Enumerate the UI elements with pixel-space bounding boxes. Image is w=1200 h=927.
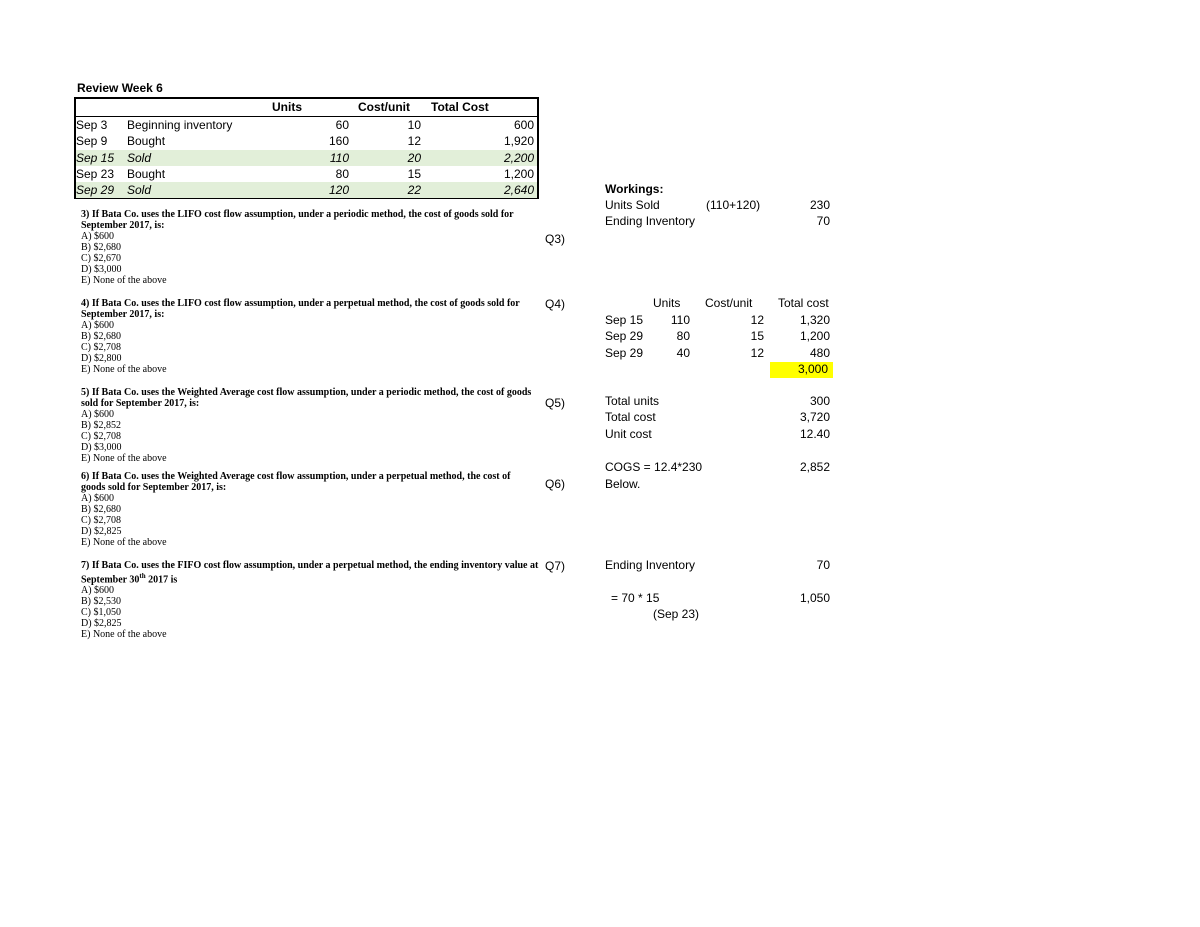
- total-units-value: 300: [809, 394, 830, 408]
- question-7: [81, 560, 538, 640]
- question-7-date: September 30: [81, 574, 140, 586]
- question-5-option-c: C) $2,708: [81, 431, 121, 442]
- q4-row-total-cost: 1,200: [799, 329, 830, 344]
- q7-ending-inventory-label: Ending Inventory: [605, 558, 696, 572]
- row-units: 60: [335, 118, 349, 132]
- q7-formula: = 70 * 15: [611, 591, 660, 605]
- q7-value: 1,050: [799, 591, 830, 605]
- unit-cost-value: 12.40: [799, 427, 830, 441]
- total-units-label: Total units: [605, 394, 660, 408]
- q4-row-cost-unit: 15: [750, 329, 764, 344]
- label-q3: Q3): [545, 232, 566, 246]
- header-units: Units: [272, 100, 302, 114]
- row-description: Beginning inventory: [127, 118, 233, 132]
- question-4: [81, 298, 520, 375]
- q4-row-total-cost: 1,320: [799, 313, 830, 327]
- question-4-stem-line1: 4) If Bata Co. uses the LIFO cost flow assumption, under a perpetual method, the cost of goods sold for: [81, 298, 520, 309]
- row-units: 160: [328, 134, 349, 149]
- ending-inventory-label: Ending Inventory: [605, 214, 696, 228]
- total-cost-label: Total cost: [605, 410, 656, 424]
- table-row: [76, 182, 537, 198]
- q7-date-note: (Sep 23): [653, 607, 700, 621]
- ending-inventory-value: 70: [816, 214, 830, 228]
- q4-row-date: Sep 15: [605, 313, 644, 327]
- q6-note: Below.: [605, 477, 641, 491]
- question-7-option-d: D) $2,825: [81, 618, 122, 630]
- row-total-cost: 600: [513, 118, 534, 132]
- row-date: Sep 15: [76, 150, 115, 165]
- question-6-option-c: C) $2,708: [81, 515, 121, 526]
- q4-row-cost-unit: 12: [750, 345, 764, 360]
- question-7-option-a: A) $600: [81, 585, 115, 597]
- row-cost-unit: 12: [407, 134, 421, 149]
- total-cost-value: 3,720: [799, 410, 830, 424]
- question-7-stem-line2: [81, 571, 538, 585]
- row-total-cost: 2,640: [503, 183, 534, 198]
- question-3-option-a: A) $600: [81, 231, 115, 242]
- row-total-cost: 1,920: [503, 134, 534, 149]
- question-5-option-d: D) $3,000: [81, 442, 122, 453]
- question-5: [81, 387, 531, 464]
- question-7-option-e: E) None of the above: [81, 629, 167, 641]
- question-5-option-b: B) $2,852: [81, 420, 121, 431]
- label-q4: Q4): [545, 297, 566, 311]
- unit-cost-label: Unit cost: [605, 427, 652, 441]
- question-3-option-d: D) $3,000: [81, 264, 122, 275]
- question-7-stem-line1: 7) If Bata Co. uses the FIFO cost flow assumption, under a perpetual method, the ending inventory value at: [81, 560, 539, 571]
- q4-row-cost-unit: 12: [750, 313, 764, 327]
- question-7-year: 2017 is: [145, 574, 178, 586]
- header-total-cost: Total Cost: [431, 100, 489, 114]
- q7-ending-inventory-value: 70: [816, 558, 830, 572]
- question-7-option-b: B) $2,530: [81, 596, 121, 608]
- question-6-option-b: B) $2,680: [81, 504, 121, 515]
- question-3-option-c: C) $2,670: [81, 253, 121, 264]
- units-sold-value: 230: [809, 198, 830, 212]
- row-units: 120: [328, 183, 349, 198]
- row-description: Bought: [127, 166, 166, 181]
- question-4-option-c: C) $2,708: [81, 342, 121, 353]
- q4-row-date: Sep 29: [605, 345, 644, 360]
- question-6-stem-line1: 6) If Bata Co. uses the Weighted Average cost flow assumption, under a perpetual method, the cost of: [81, 471, 511, 482]
- table-row: [76, 117, 537, 133]
- q4-row-date: Sep 29: [605, 329, 644, 344]
- question-4-option-e: E) None of the above: [81, 364, 167, 375]
- question-4-option-d: D) $2,800: [81, 353, 122, 364]
- row-date: Sep 29: [76, 183, 115, 198]
- label-q6: Q6): [545, 477, 566, 491]
- q4-total-highlight: 3,000: [770, 362, 833, 378]
- row-units: 110: [329, 150, 349, 165]
- page-title: Review Week 6: [77, 81, 163, 95]
- question-7-ordinal: th: [139, 572, 146, 580]
- units-sold-label: Units Sold: [605, 198, 660, 212]
- row-cost-unit: 20: [407, 150, 421, 165]
- units-sold-formula: (110+120): [706, 198, 761, 212]
- cogs-formula: COGS = 12.4*230: [605, 460, 703, 474]
- row-cost-unit: 15: [407, 166, 421, 181]
- row-cost-unit: 10: [407, 118, 421, 132]
- row-date: Sep 9: [76, 134, 108, 149]
- table-header: [76, 99, 537, 117]
- q4-header-units: Units: [653, 296, 681, 310]
- row-units: 80: [335, 166, 349, 181]
- question-3-stem-line2: September 2017, is:: [81, 220, 165, 231]
- question-3-option-b: B) $2,680: [81, 242, 121, 253]
- inventory-table: [74, 97, 539, 199]
- row-date: Sep 23: [76, 166, 115, 181]
- question-5-option-a: A) $600: [81, 409, 115, 420]
- q4-header-total-cost: Total cost: [778, 296, 829, 310]
- question-4-option-b: B) $2,680: [81, 331, 121, 342]
- question-6: [81, 471, 510, 548]
- question-5-option-e: E) None of the above: [81, 453, 167, 464]
- question-7-option-c: C) $1,050: [81, 607, 121, 619]
- question-3-stem-line1: 3) If Bata Co. uses the LIFO cost flow assumption, under a periodic method, the cost of goods sold for: [81, 209, 514, 220]
- header-cost-unit: Cost/unit: [358, 100, 410, 114]
- question-6-option-a: A) $600: [81, 493, 115, 504]
- row-description: Bought: [127, 134, 166, 149]
- cogs-value: 2,852: [799, 460, 830, 474]
- row-description: Sold: [127, 183, 152, 198]
- question-6-stem-line2: goods sold for September 2017, is:: [81, 482, 227, 493]
- row-total-cost: 2,200: [503, 150, 534, 165]
- question-3-option-e: E) None of the above: [81, 275, 167, 286]
- row-description: Sold: [127, 150, 152, 165]
- q4-header-cost-unit: Cost/unit: [705, 296, 753, 310]
- label-q7: Q7): [545, 559, 566, 573]
- workings-title: Workings:: [605, 182, 664, 196]
- row-cost-unit: 22: [407, 183, 421, 198]
- row-date: Sep 3: [76, 118, 108, 132]
- q4-row-total-cost: 480: [809, 345, 830, 360]
- question-4-option-a: A) $600: [81, 320, 115, 331]
- row-total-cost: 1,200: [503, 166, 534, 181]
- question-5-stem-line2: sold for September 2017, is:: [81, 398, 200, 409]
- table-row: [76, 166, 537, 182]
- table-row: [76, 150, 537, 166]
- question-3: [81, 209, 514, 286]
- question-4-stem-line2: September 2017, is:: [81, 309, 165, 320]
- label-q5: Q5): [545, 396, 566, 410]
- table-row: [76, 133, 537, 149]
- q4-row-units: 40: [676, 345, 690, 360]
- question-6-option-e: E) None of the above: [81, 537, 167, 548]
- question-6-option-d: D) $2,825: [81, 526, 122, 537]
- q4-row-units: 80: [676, 329, 690, 344]
- q4-row-units: 110: [670, 313, 690, 327]
- question-5-stem-line1: 5) If Bata Co. uses the Weighted Average cost flow assumption, under a periodic method, the cost of goods: [81, 387, 532, 398]
